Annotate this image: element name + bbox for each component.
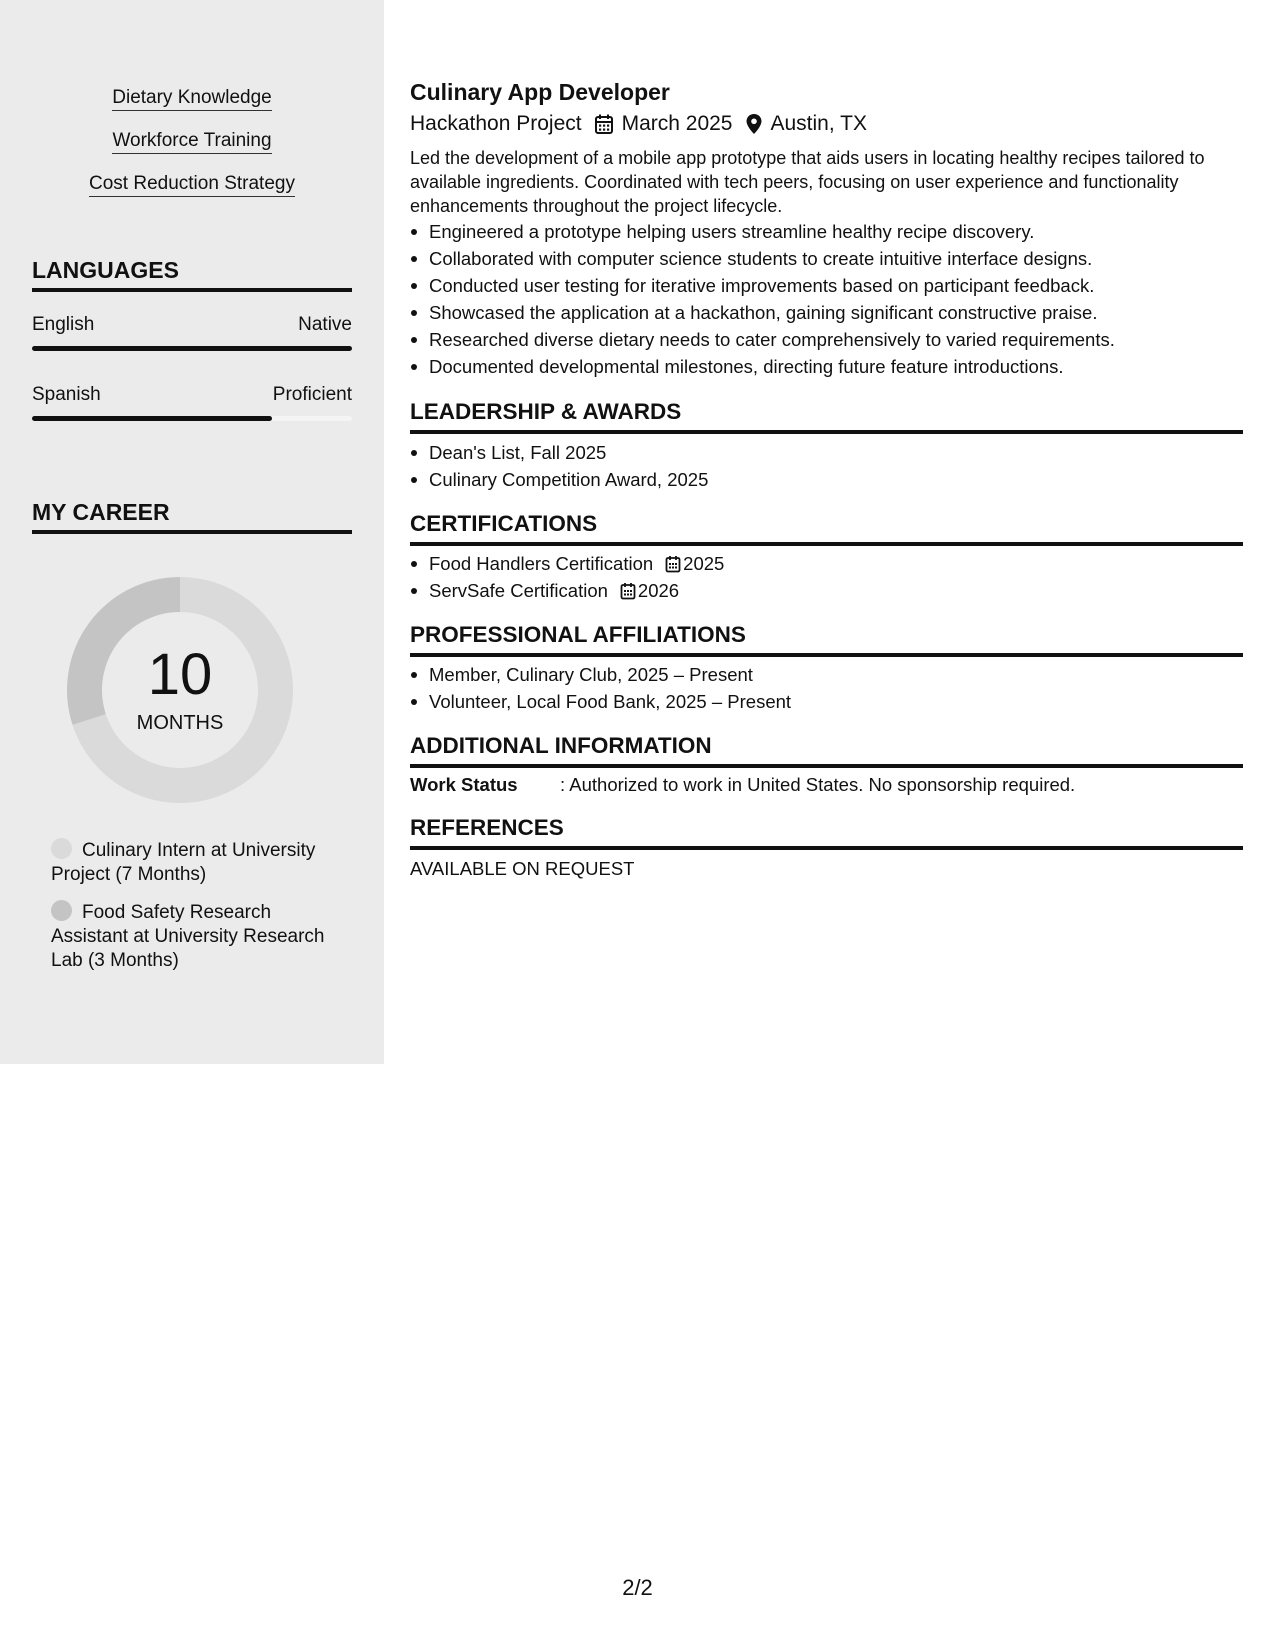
list-item: Showcased the application at a hackathon, gaining significant constructive praise. xyxy=(429,299,1243,326)
calendar-icon xyxy=(620,582,636,600)
job-company: Hackathon Project xyxy=(410,112,582,135)
language-spanish xyxy=(32,383,352,421)
references-heading: REFERENCES xyxy=(410,814,1243,850)
language-name: Spanish xyxy=(32,384,101,405)
legend-dot xyxy=(51,838,72,859)
list-item: Conducted user testing for iterative improvements based on participant feedback. xyxy=(429,272,1243,299)
language-bar-fill xyxy=(32,416,272,421)
job-description xyxy=(410,146,1243,380)
list-item: Researched diverse dietary needs to cater comprehensively to varied requirements. xyxy=(429,326,1243,353)
skill-item: Workforce Training xyxy=(112,129,271,154)
language-bar xyxy=(32,346,352,351)
list-item: Culinary Competition Award, 2025 xyxy=(429,466,1243,493)
list-item xyxy=(429,577,1243,604)
work-status-label: Work Status xyxy=(410,774,518,795)
skill-item: Dietary Knowledge xyxy=(112,86,271,111)
affiliations-list xyxy=(410,661,1243,715)
language-level: Proficient xyxy=(272,384,352,405)
list-item: Dean's List, Fall 2025 xyxy=(429,439,1243,466)
career-total-unit: MONTHS xyxy=(136,712,224,734)
calendar-icon xyxy=(665,555,681,573)
list-item: Engineered a prototype helping users streamline healthy recipe discovery. xyxy=(429,218,1243,245)
list-item: Documented developmental milestones, directing future feature introductions. xyxy=(429,353,1243,380)
additional-info-heading: ADDITIONAL INFORMATION xyxy=(410,732,1243,768)
work-status-value: : Authorized to work in United States. No sponsorship required. xyxy=(560,774,1076,795)
language-name: English xyxy=(32,314,95,335)
language-level: Native xyxy=(298,314,352,335)
career-donut-chart xyxy=(66,576,294,804)
career-item-label: Culinary Intern at University Project (7 Months) xyxy=(51,840,316,885)
page-number: 2/2 xyxy=(622,1575,653,1600)
leadership-heading: LEADERSHIP & AWARDS xyxy=(410,398,1243,434)
job-summary: Led the development of a mobile app prototype that aids users in locating healthy recipes tailored to available ingredients. Coordinated with tech peers, focusing on user experience and functionality enhancements throughout the project lifecycle. xyxy=(410,148,1205,216)
career-heading: MY CAREER xyxy=(32,498,352,534)
languages-heading: LANGUAGES xyxy=(32,256,352,292)
career-legend-item xyxy=(51,900,341,973)
certifications-list xyxy=(410,550,1243,604)
references-text: AVAILABLE ON REQUEST xyxy=(410,858,635,879)
list-item: Collaborated with computer science students to create intuitive interface designs. xyxy=(429,245,1243,272)
map-pin-icon xyxy=(745,113,763,135)
certification-year: 2026 xyxy=(637,580,680,601)
career-legend-item xyxy=(51,838,341,887)
calendar-icon xyxy=(594,113,614,135)
affiliations-heading: PROFESSIONAL AFFILIATIONS xyxy=(410,621,1243,657)
certifications-heading: CERTIFICATIONS xyxy=(410,510,1243,546)
skills-list xyxy=(0,86,384,215)
certification-name: Food Handlers Certification xyxy=(429,553,654,574)
career-item-label: Food Safety Research Assistant at University Research Lab (3 Months) xyxy=(51,902,325,971)
job-title: Culinary App Developer xyxy=(410,79,670,105)
language-bar xyxy=(32,416,352,421)
list-item: Member, Culinary Club, 2025 – Present xyxy=(429,661,1243,688)
career-total-value: 10 xyxy=(147,642,213,707)
leadership-list xyxy=(410,439,1243,493)
certification-year: 2025 xyxy=(683,553,725,574)
list-item xyxy=(429,550,1243,577)
certification-name: ServSafe Certification xyxy=(429,580,608,601)
language-bar-fill xyxy=(32,346,352,351)
language-english xyxy=(32,313,352,351)
skill-item: Cost Reduction Strategy xyxy=(89,172,295,197)
job-bullets xyxy=(410,218,1243,380)
legend-dot xyxy=(51,900,72,921)
work-status-row xyxy=(410,773,1075,797)
job-date: March 2025 xyxy=(621,112,733,135)
list-item: Volunteer, Local Food Bank, 2025 – Present xyxy=(429,688,1243,715)
job-meta xyxy=(410,110,867,138)
sidebar xyxy=(0,0,384,1064)
job-location: Austin, TX xyxy=(770,112,867,135)
